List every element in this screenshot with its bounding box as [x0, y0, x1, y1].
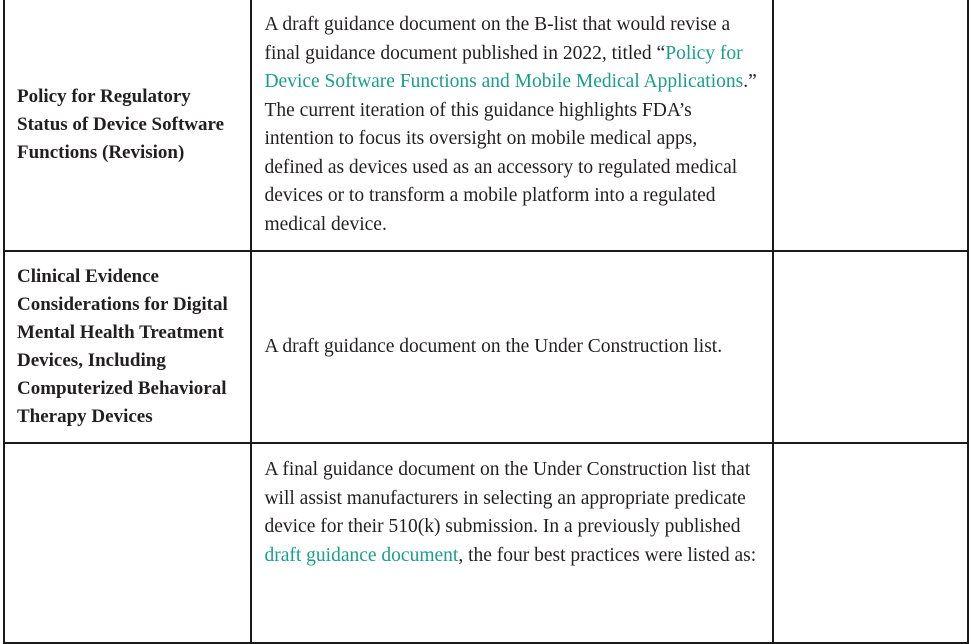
guidance-title: Clinical Evidence Considerations for Digital Mental Health Treatment Devices, Including Computerized Behavioral Therapy Devices	[17, 266, 228, 427]
draft-guidance-document-link[interactable]: draft guidance document	[264, 544, 459, 566]
guidance-title-cell	[4, 0, 251, 251]
guidance-table	[3, 0, 969, 644]
guidance-description-cell	[251, 0, 773, 251]
guidance-description-cell	[251, 251, 773, 443]
guidance-title-cell	[4, 443, 251, 643]
table-row	[4, 251, 968, 443]
description-text: , the four best practices were listed as:	[458, 544, 757, 566]
empty-cell	[773, 251, 968, 443]
description-text: A final guidance document on the Under Construction list that will assist manufacturers in selecting an appropriate predicate device for their 510(k) submission. In a previously published	[264, 459, 751, 537]
table-row	[4, 0, 968, 251]
description-text: .” The current iteration of this guidance highlights FDA’s intention to focus its oversight on mobile medical apps, defined as devices used as an accessory to regulated medical devices or to transform a mobile platform into a regulated medical device.	[264, 71, 757, 235]
description-text: A draft guidance document on the Under Construction list.	[264, 335, 723, 357]
empty-cell	[773, 443, 968, 643]
description-text: A draft guidance document on the B-list that would revise a final guidance document published in 2022, titled “	[264, 14, 731, 64]
guidance-title-cell	[4, 251, 251, 443]
table-row	[4, 443, 968, 643]
empty-cell	[773, 0, 968, 251]
guidance-title: Policy for Regulatory Status of Device Software Functions (Revision)	[17, 86, 225, 163]
policy-device-software-link[interactable]: Policy for Device Software Functions and Mobile Medical Applications	[264, 42, 744, 92]
guidance-description-cell	[251, 443, 773, 643]
